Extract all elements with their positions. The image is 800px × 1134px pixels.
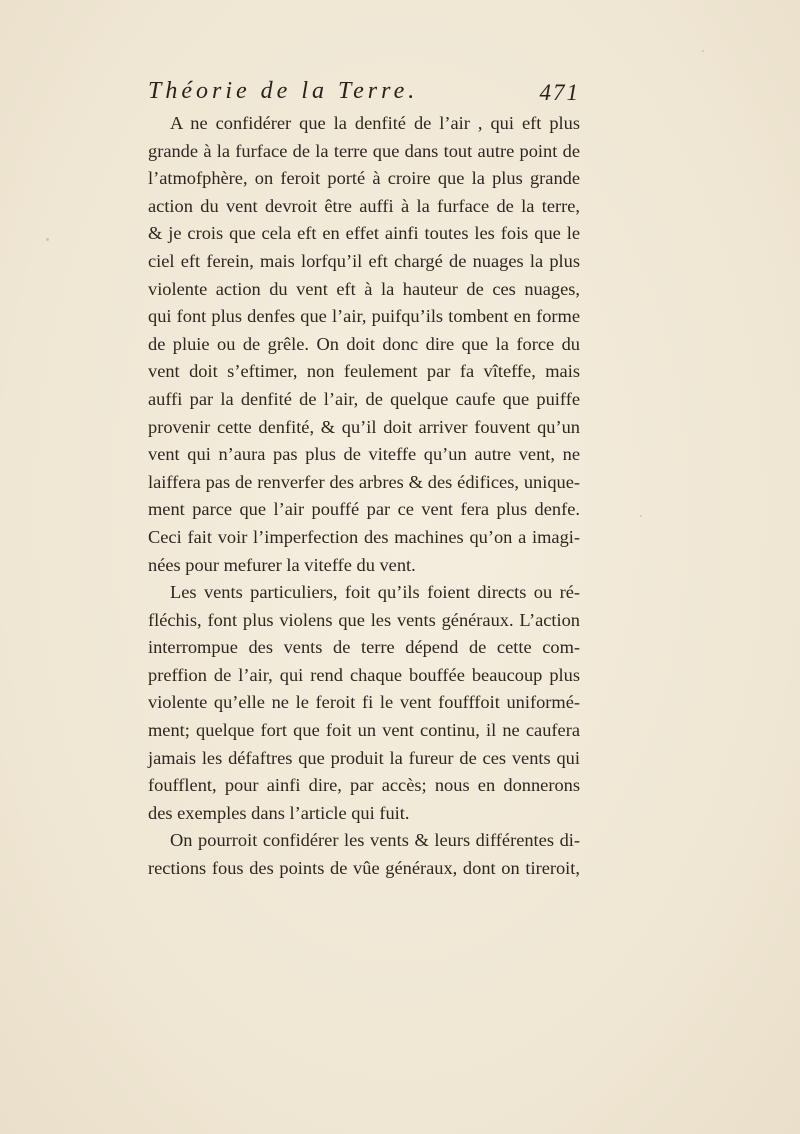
text-line: des exemples dans l’article qui fuit. (148, 802, 410, 823)
text-line: vent qui n’aura pas plus de viteffe qu’un autre vent, ne (148, 444, 580, 465)
paper-speck (640, 515, 642, 517)
text-line: laiffera pas de renverfer des arbres & des édifices, unique- (148, 471, 580, 492)
text-line: violente action du vent eft à la hauteur de ces nuages, (148, 278, 580, 299)
text-line: & je crois que cela eft en effet ainfi toutes les fois que le (148, 223, 580, 244)
text-line: interrompue des vents de terre dépend de cette com- (148, 637, 580, 658)
text-line: violente qu’elle ne le feroit fi le vent foufffoit uniformé- (148, 692, 580, 713)
text-line: grande à la furface de la terre que dans tout autre point de (148, 140, 580, 161)
text-line: action du vent devroit être auffi à la furface de la terre, (148, 195, 580, 216)
text-line: jamais les défaftres que produit la fureur de ces vents qui (148, 747, 580, 768)
text-line: ment parce que l’air pouffé par ce vent fera plus denfe. (148, 499, 580, 520)
text-line: fléchis, font plus violens que les vents généraux. L’action (148, 609, 580, 630)
text-line: ciel eft ferein, mais lorfqu’il eft chargé de nuages la plus (148, 250, 580, 271)
text-line: auffi par la denfité de l’air, de quelque caufe que puiffe (148, 388, 580, 409)
running-title: Théorie de la Terre. (148, 78, 419, 104)
text-line: Ceci fait voir l’imperfection des machines qu’on a imagi- (148, 526, 580, 547)
text-line: provenir cette denfité, & qu’il doit arriver fouvent qu’un (148, 416, 580, 437)
text-line: On pourroit confidérer les vents & leurs différentes di- (170, 830, 580, 851)
text-line: nées pour mefurer la viteffe du vent. (148, 554, 416, 575)
text-line: vent doit s’eftimer, non feulement par fa vîteffe, mais (148, 361, 580, 382)
text-line: qui font plus denfes que l’air, puifqu’ils tombent en forme (148, 306, 580, 327)
text-line: foufflent, pour ainfi dire, par accès; nous en donnerons (148, 775, 580, 796)
text-line: Les vents particuliers, foit qu’ils foient directs ou ré- (170, 582, 580, 603)
body-text (148, 110, 580, 883)
page-number: 471 (539, 80, 580, 105)
paper-speck (702, 50, 704, 52)
running-head (148, 78, 580, 112)
paper-speck (46, 238, 49, 241)
text-line: l’atmofphère, on feroit porté à croire que la plus grande (148, 168, 580, 189)
text-line: A ne confidérer que la denfité de l’air , qui eft plus (170, 113, 580, 133)
text-line: de pluie ou de grêle. On doit donc dire que la force du (148, 333, 580, 354)
text-line: preffion de l’air, qui rend chaque bouffée beaucoup plus (148, 664, 580, 685)
text-line: ment; quelque fort que foit un vent continu, il ne caufera (148, 720, 580, 741)
text-line: rections fous des points de vûe généraux, dont on tireroit, (148, 858, 580, 879)
